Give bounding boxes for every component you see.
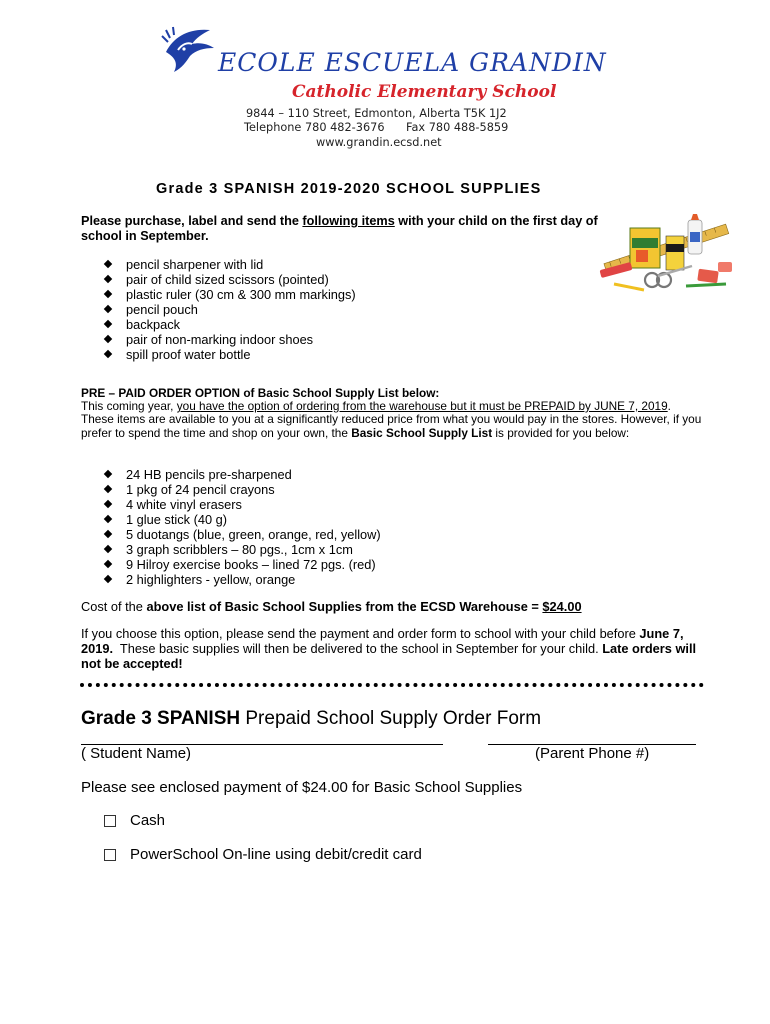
- school-subtitle: Catholic Elementary School: [292, 82, 557, 102]
- student-name-label: ( Student Name): [81, 745, 192, 762]
- instructions-late-warning: Late orders will not be accepted!: [81, 640, 697, 671]
- list-item-text: 2 highlighters - yellow, orange: [126, 572, 296, 587]
- intro-text-2: with your child on the first day of school in September.: [81, 214, 598, 243]
- intro-paragraph: [81, 214, 601, 243]
- list-item-text: 5 duotangs (blue, green, orange, red, yellow): [126, 527, 381, 542]
- instructions-text-1: If you choose this option, please send the payment and order form to school with your child before: [81, 626, 640, 641]
- supplies-list: [103, 257, 356, 362]
- list-item-text: 1 pkg of 24 pencil crayons: [126, 482, 275, 497]
- cost-text-1: Cost of the: [81, 599, 147, 614]
- dotted-divider: [80, 683, 704, 687]
- payment-option-label: PowerSchool On-line using debit/credit card: [130, 846, 422, 863]
- form-title-bold: Grade 3 SPANISH: [81, 708, 241, 729]
- list-item: [103, 347, 356, 362]
- diamond-bullet-icon: [104, 290, 112, 298]
- list-item-text: spill proof water bottle: [126, 347, 251, 362]
- prepaid-text-1: This coming year,: [81, 399, 177, 413]
- basic-supplies-list: [103, 467, 381, 587]
- list-item-text: pair of non-marking indoor shoes: [126, 332, 314, 347]
- document-title: Grade 3 SPANISH 2019-2020 SCHOOL SUPPLIES: [156, 181, 542, 197]
- diamond-bullet-icon: [104, 530, 112, 538]
- diamond-bullet-icon: [104, 305, 112, 313]
- list-item: [103, 557, 381, 572]
- cost-line: [81, 599, 582, 614]
- school-address: 9844 – 110 Street, Edmonton, Alberta T5K 1J2: [246, 107, 507, 120]
- diamond-bullet-icon: [104, 500, 112, 508]
- list-item: [103, 467, 381, 482]
- list-item: [103, 572, 381, 587]
- list-item: [103, 512, 381, 527]
- intro-text-1: Please purchase, label and send the: [81, 214, 303, 228]
- school-name: ECOLE ESCUELA GRANDIN: [218, 48, 607, 77]
- school-supplies-image: [596, 214, 736, 296]
- list-item: [103, 302, 356, 317]
- school-website: www.grandin.ecsd.net: [316, 136, 442, 149]
- checkbox-icon[interactable]: [104, 849, 116, 861]
- payment-option-label: Cash: [130, 812, 166, 829]
- cost-text-bold: above list of Basic School Supplies from the ECSD Warehouse =: [146, 599, 543, 614]
- school-telephone: Telephone 780 482-3676 Fax 780 488-5859: [244, 121, 509, 134]
- payment-option-powerschool[interactable]: [104, 846, 422, 863]
- school-logo-icon: [160, 22, 218, 74]
- order-instructions: [81, 627, 701, 671]
- list-item-text: 3 graph scribblers – 80 pgs., 1cm x 1cm: [126, 542, 353, 557]
- list-item-text: backpack: [126, 317, 181, 332]
- parent-phone-label: (Parent Phone #): [535, 745, 650, 762]
- intro-text-underlined: following items: [302, 214, 395, 228]
- diamond-bullet-icon: [104, 575, 112, 583]
- payment-option-cash[interactable]: [104, 812, 165, 829]
- list-item-text: plastic ruler (30 cm & 300 mm markings): [126, 287, 356, 302]
- list-item: [103, 482, 381, 497]
- list-item: [103, 272, 356, 287]
- diamond-bullet-icon: [104, 320, 112, 328]
- instructions-deadline: June 7, 2019.: [81, 626, 684, 656]
- list-item-text: pencil sharpener with lid: [126, 257, 264, 272]
- diamond-bullet-icon: [104, 275, 112, 283]
- instructions-text-2: These basic supplies will then be delivered to the school in September for your child.: [113, 640, 603, 656]
- diamond-bullet-icon: [104, 470, 112, 478]
- list-item: [103, 317, 356, 332]
- prepaid-text-bold: Basic School Supply List: [351, 425, 493, 440]
- prepaid-paragraph: [81, 400, 703, 440]
- checkbox-icon[interactable]: [104, 815, 116, 827]
- prepaid-text-3: is provided for you below:: [492, 425, 630, 440]
- payment-statement: Please see enclosed payment of $24.00 for Basic School Supplies: [81, 779, 523, 796]
- list-item-text: 9 Hilroy exercise books – lined 72 pgs. (red): [126, 557, 376, 572]
- list-item-text: pencil pouch: [126, 302, 198, 317]
- list-item-text: pair of child sized scissors (pointed): [126, 272, 329, 287]
- prepaid-text-2: . These items are available to you at a significantly reduced price from what you would pay in the stores. However, if you prefer to spend the time and shop on your own, the: [81, 399, 702, 440]
- list-item: [103, 497, 381, 512]
- diamond-bullet-icon: [104, 545, 112, 553]
- list-item-text: 24 HB pencils pre-sharpened: [126, 467, 292, 482]
- diamond-bullet-icon: [104, 515, 112, 523]
- diamond-bullet-icon: [104, 560, 112, 568]
- cost-amount: $24.00: [542, 599, 582, 614]
- diamond-bullet-icon: [104, 260, 112, 268]
- list-item-text: 4 white vinyl erasers: [126, 497, 242, 512]
- diamond-bullet-icon: [104, 350, 112, 358]
- prepaid-heading: PRE – PAID ORDER OPTION of Basic School Supply List below:: [81, 386, 440, 400]
- diamond-bullet-icon: [104, 335, 112, 343]
- form-title-rest: Prepaid School Supply Order Form: [240, 708, 542, 729]
- list-item: [103, 527, 381, 542]
- list-item: [103, 542, 381, 557]
- form-title: [81, 708, 541, 730]
- prepaid-text-underlined: you have the option of ordering from the warehouse but it must be PREPAID by JUNE 7, 2019: [176, 399, 668, 413]
- list-item: [103, 257, 356, 272]
- list-item-text: 1 glue stick (40 g): [126, 512, 228, 527]
- diamond-bullet-icon: [104, 485, 112, 493]
- list-item: [103, 287, 356, 302]
- list-item: [103, 332, 356, 347]
